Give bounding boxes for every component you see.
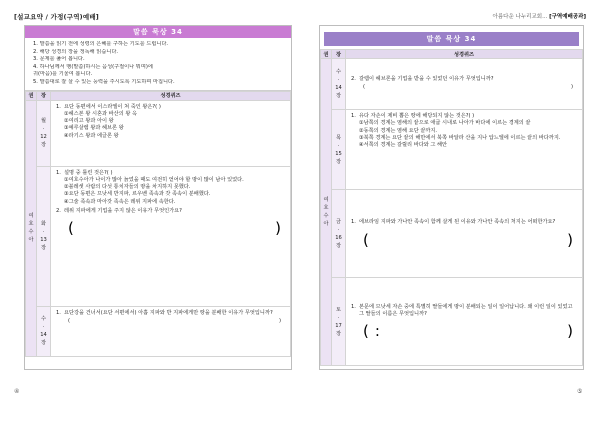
step-item: 3. 문제를 풀어 봅니다. [33, 56, 85, 63]
option: ②동쪽의 경계는 염해 요단 끝까지. [359, 127, 438, 134]
left-page-title: 말씀 묵상 34 [25, 26, 291, 38]
document-header-right [493, 12, 586, 20]
option: ④라기스 왕과 에글론 왕 [64, 132, 119, 139]
option: ②블레셋 사람의 다섯 통치자들의 땅을 차지하지 못했다. [64, 184, 191, 191]
question: 1. 요단 동편에서 이스라엘이 쳐 죽인 왕은?( ) ①헤스본 왕 시혼과 바산의 왕 옥 ②여리고 왕과 아이 왕 ③예루살렘 왕과 헤브론 왕 ④라기스 왕과 에글론 왕 [56, 104, 285, 140]
chapter-label: 화 · 13 장 [37, 166, 51, 306]
document-header-left: [설교요약 / 가정(구역)예배] [14, 13, 99, 21]
step-item: 1. 말씀을 읽기 전에 성령의 은혜를 구하는 기도를 드립니다. [33, 41, 169, 47]
chapter-label: 월 · 12 장 [37, 100, 51, 166]
option: ①헤스본 왕 시혼과 바산의 왕 옥 [64, 110, 138, 117]
question-cell [51, 306, 291, 356]
col-header-quiz: 성경퀴즈 [51, 91, 291, 100]
page-number-right: ⑤ [577, 388, 583, 395]
question-cell [346, 190, 583, 278]
question: 1. 유다 자손이 제비 뽑은 땅에 해당되지 않는 것은?( ) ①남쪽의 경계는 염해의 끝으로 애굽 시내로 나아가 바다에 이르는 경계의 끝 ②동쪽의 경계는 염해 요단 끝까지. ③북쪽 경계는 요단 끝의 해만에서 북쪽 바알라 산을 지나 압느엘에 이르는 끝의 바다까지. ④서쪽의 경계는 갈릴리 바다와 그 해안 [351, 113, 577, 149]
book-label: 여 호 수 아 [26, 100, 37, 356]
right-page [319, 25, 584, 370]
header-brand: [구역예배공과] [549, 14, 586, 20]
option: ④그술 족속과 마아갓 족속은 레위 지파에 속한다. [64, 198, 176, 205]
chapter-label: 목 · 15 장 [332, 110, 346, 190]
right-page-title: 말씀 묵상 34 [324, 32, 579, 46]
left-page [24, 25, 292, 370]
question-text: 유다 자손이 제비 뽑은 땅에 해당되지 않는 것은?( ) [359, 113, 475, 119]
col-header-jang: 장 [332, 50, 346, 59]
question-text: 본문에 므낫세 자손 중에 특별히 딸들에게 땅이 분배되는 일이 일어납니다. 왜 이런 일이 있었고 그 딸들의 이름은 무엇입니까? [359, 303, 573, 317]
question: 1. 요단강을 건너서(요단 서편에서) 아홉 지파와 반 지파에게만 땅을 분배한 이유가 무엇입니까? ( ) [56, 310, 285, 327]
question-text: 요단강을 건너서(요단 서편에서) 아홉 지파와 반 지파에게만 땅을 분배한 이유가 무엇입니까? [64, 309, 273, 316]
header-church-name: 아름다운 나누리교회... [492, 14, 548, 20]
chapter-label: 수 · 14 장 [37, 306, 51, 356]
answer-colon: : [374, 322, 380, 341]
col-header-gwon: 권 [321, 50, 332, 59]
answer-area[interactable]: ( ) [363, 84, 573, 90]
right-quiz-table [320, 49, 583, 366]
option: ①남쪽의 경계는 염해의 끝으로 애굽 시내로 나아가 바다에 이르는 경계의 끝 [359, 120, 531, 127]
page-number-left: ④ [14, 388, 20, 395]
question: 2. 갈렙이 헤브론을 기업을 받을 수 있었던 이유가 무엇입니까? ( ) [351, 76, 577, 93]
question-text: 레위 지파에게 기업을 주지 않은 이유가 무엇인가요? [64, 208, 182, 215]
left-quiz-table [25, 91, 291, 357]
question: 1. 설명 중 틀린 것은?( ) ①여호수아가 나이가 많아 늙었을 때도 여전히 얻어야 할 땅이 많이 남아 있었다. ②블레셋 사람의 다섯 통치자들의 땅을 차지하지 못했다. ③요단 동편은 므낫세 반지파, 르우벤 족속과 갓 족속이 분배했다. ④그술 족속과 마아갓 족속은 레위 지파에 속한다. [56, 170, 285, 206]
step-item: 5. 말씀대로 잘 살 수 있는 능력을 주시도록 기도하며 마칩니다. [33, 78, 175, 85]
option: ④서쪽의 경계는 갈릴리 바다와 그 해안 [359, 142, 448, 149]
chapter-label: 금 · 16 장 [332, 190, 346, 278]
question-cell [346, 278, 583, 366]
question-cell [346, 110, 583, 190]
question-text: 요단 동편에서 이스라엘이 쳐 죽인 왕은?( ) [64, 103, 161, 110]
answer-area[interactable]: ( : ) [363, 322, 573, 341]
option: ③북쪽 경계는 요단 끝의 해만에서 북쪽 바알라 산을 지나 압느엘에 이르는 끝의 바다까지. [359, 134, 561, 141]
col-header-jang: 장 [37, 91, 51, 100]
question-text: 갈렙이 헤브론을 기업을 받을 수 있었던 이유가 무엇입니까? [359, 75, 494, 82]
question-text: 에브라임 지파와 가나안 족속이 함께 살게 된 이유와 가나안 족속의 처지는 어떠한가요? [359, 219, 556, 226]
answer-area[interactable]: ( ) [68, 317, 281, 324]
chapter-label: 토 · 17 장 [332, 278, 346, 366]
step-item: 2. 해당 성경의 장을 정독해 읽습니다. [33, 48, 118, 55]
answer-area[interactable]: ( ) [68, 219, 281, 238]
question-text: 설명 중 틀린 것은?( ) [64, 169, 113, 176]
question: 1. 본문에 므낫세 자손 중에 특별히 딸들에게 땅이 분배되는 일이 일어납니다. 왜 이런 일이 있었고 그 딸들의 이름은 무엇입니까? ( : ) [351, 304, 577, 340]
col-header-quiz: 성경퀴즈 [346, 50, 583, 59]
question: 1. 에브라임 지파와 가나안 족속이 함께 살게 된 이유와 가나안 족속의 처지는 어떠한가요? ( ) [351, 219, 577, 247]
option: ③예루살렘 왕과 헤브론 왕 [64, 125, 124, 132]
option: ③요단 동편은 므낫세 반지파, 르우벤 족속과 갓 족속이 분배했다. [64, 191, 211, 198]
question-cell [51, 100, 291, 166]
question-cell [51, 166, 291, 306]
question: 2. 레위 지파에게 기업을 주지 않은 이유가 무엇인가요? ( ) [56, 208, 285, 236]
step-item: 4. 하나님께서 땡(말씀)하시는 음성(구절이나 뭐며)에 [33, 63, 153, 70]
col-header-gwon: 권 [26, 91, 37, 100]
step-item: 귀(마음)를 기울여 봅니다. [33, 71, 93, 78]
reading-steps [25, 38, 291, 91]
book-label: 여 호 수 아 [321, 59, 332, 366]
option: ①여호수아가 나이가 많아 늙었을 때도 여전히 얻어야 할 땅이 많이 남아 있었다. [64, 176, 244, 183]
question-cell [346, 59, 583, 110]
answer-area[interactable]: ( ) [363, 230, 573, 249]
chapter-label: 수 · 14 장 [332, 59, 346, 110]
option: ②여리고 왕과 아이 왕 [64, 118, 114, 125]
